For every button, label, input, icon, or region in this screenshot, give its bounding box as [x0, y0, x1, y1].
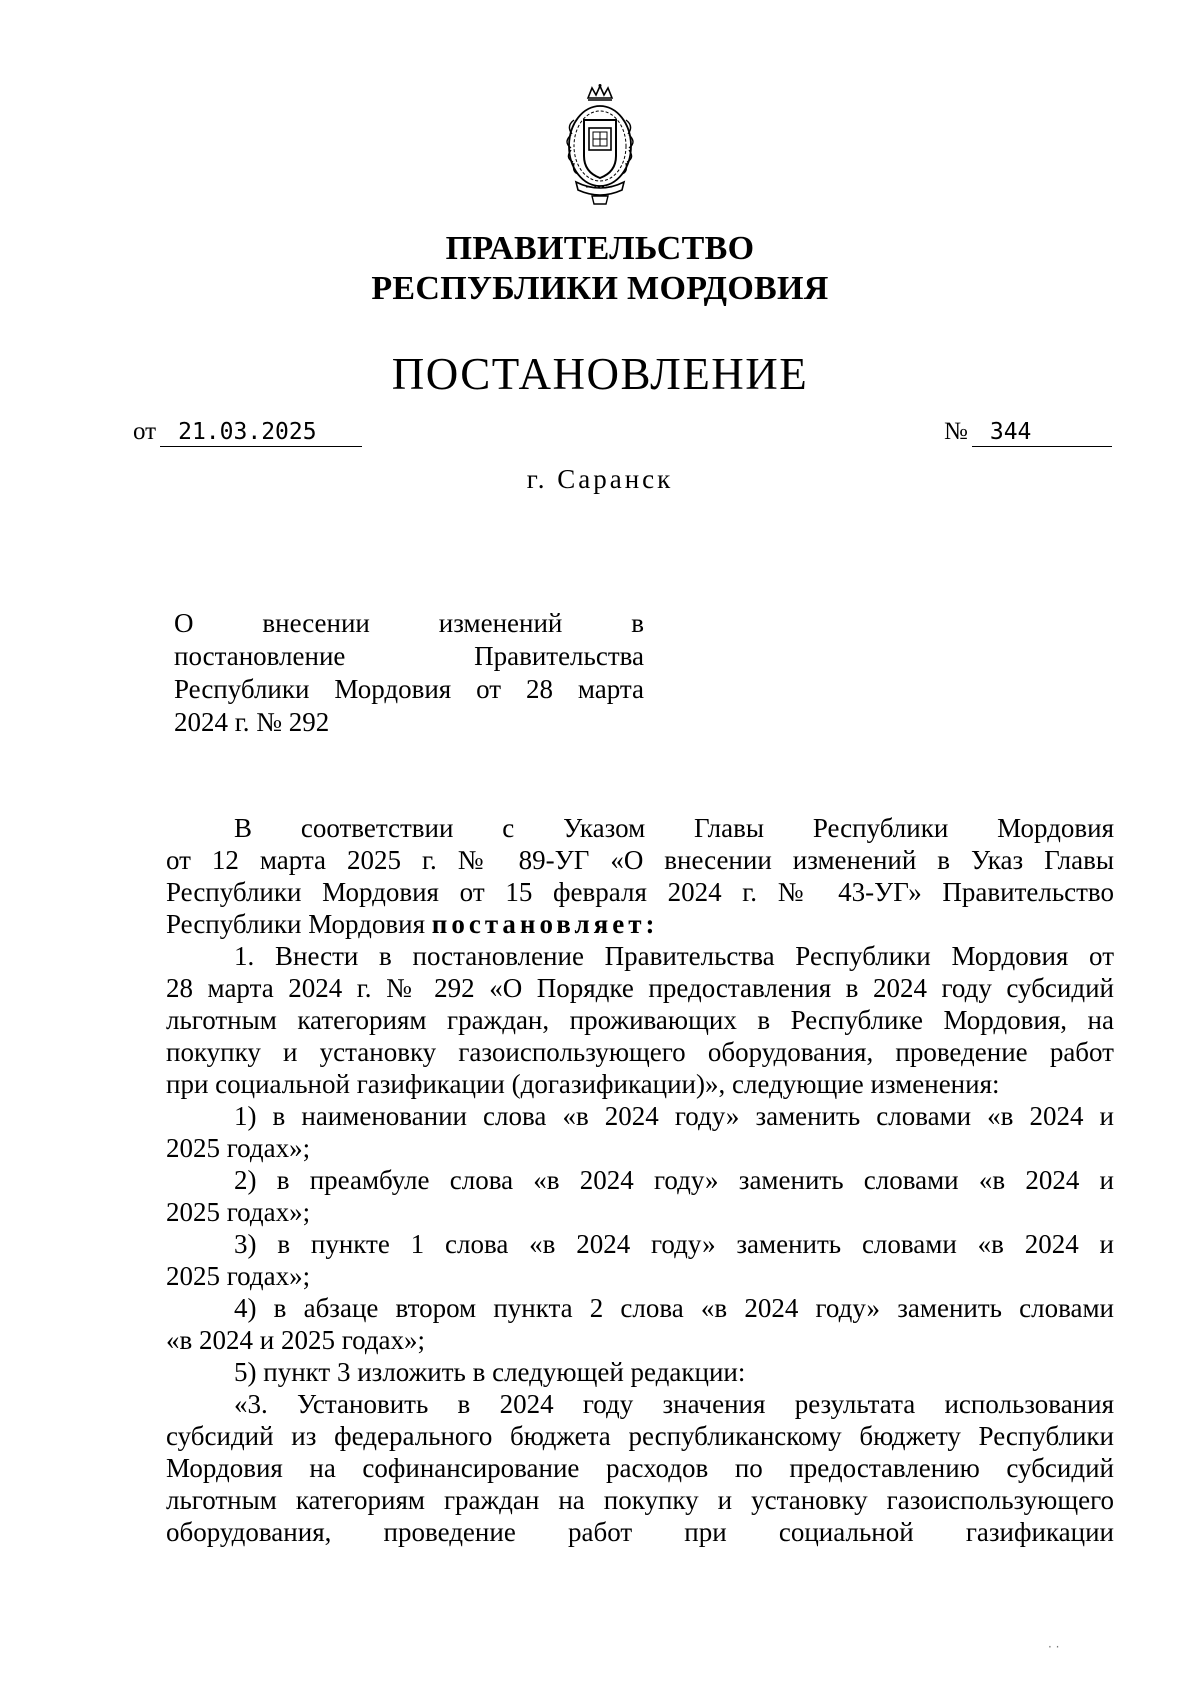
body-line: 1) в наименовании слова «в 2024 году» заменить словами «в 2024 и [234, 1101, 1114, 1131]
subject-line: постановление Правительства [174, 641, 644, 671]
body-line: 2) в преамбуле слова «в 2024 году» заменить словами «в 2024 и [234, 1165, 1114, 1195]
body-line: 2025 годах»; [166, 1261, 311, 1291]
number-field [944, 418, 1112, 447]
body-line: Мордовия на софинансирование расходов по предоставлению субсидий [166, 1453, 1114, 1483]
body-line: от 12 марта 2025 г. № 89-УГ «О внесении изменений в Указ Главы [166, 845, 1114, 875]
body-line: покупку и установку газоиспользующего оборудования, проведение работ [166, 1037, 1114, 1067]
body-line: 5) пункт 3 изложить в следующей редакции: [234, 1357, 746, 1387]
body-line: «3. Установить в 2024 году значения результата использования [234, 1389, 1114, 1419]
number-value: 344 [972, 419, 1112, 447]
body-line: 2025 годах»; [166, 1197, 311, 1227]
coat-of-arms-icon [566, 84, 634, 206]
document-body [166, 812, 1114, 1548]
body-line: оборудования, проведение работ при социальной газификации [166, 1517, 1114, 1547]
body-line: «в 2024 и 2025 годах»; [166, 1325, 426, 1355]
document-subject [174, 607, 644, 739]
body-line: Республики Мордовия от 15 февраля 2024 г. № 43-УГ» Правительство [166, 877, 1114, 907]
number-prefix: № [944, 418, 968, 445]
date-value: 21.03.2025 [160, 419, 362, 447]
body-line: льготным категориям граждан на покупку и установку газоиспользующего [166, 1485, 1114, 1515]
body-line: при социальной газификации (догазификации)», следующие изменения: [166, 1069, 1000, 1099]
date-field [133, 418, 362, 447]
city-line: г. Саранск [526, 464, 674, 494]
org-name-line2: РЕСПУБЛИКИ МОРДОВИЯ [371, 270, 829, 307]
org-name-line1: ПРАВИТЕЛЬСТВО [445, 230, 755, 267]
preamble-last: Республики Мордовия [166, 909, 432, 939]
body-line: 1. Внести в постановление Правительства Республики Мордовия от [234, 941, 1114, 971]
body-line: 28 марта 2024 г. № 292 «О Порядке предоставления в 2024 году субсидий [166, 973, 1114, 1003]
date-prefix: от [133, 418, 157, 445]
body-line: 4) в абзаце втором пункта 2 слова «в 2024 году» заменить словами [234, 1293, 1114, 1323]
document-type-title: ПОСТАНОВЛЕНИЕ [391, 349, 809, 399]
scan-marks: · · [1048, 1640, 1060, 1654]
body-line [166, 908, 1114, 940]
body-line: субсидий из федерального бюджета республиканскому бюджету Республики [166, 1421, 1114, 1451]
body-line: льготным категориям граждан, проживающих в Республике Мордовия, на [166, 1005, 1114, 1035]
subject-line: 2024 г. № 292 [174, 707, 330, 737]
body-line: В соответствии с Указом Главы Республики Мордовия [234, 813, 1114, 843]
body-line: 3) в пункте 1 слова «в 2024 году» заменить словами «в 2024 и [234, 1229, 1114, 1259]
resolve-word: постановляет: [431, 909, 659, 939]
subject-line: О внесении изменений в [174, 608, 644, 638]
body-line: 2025 годах»; [166, 1133, 311, 1163]
subject-line: Республики Мордовия от 28 марта [174, 674, 644, 704]
